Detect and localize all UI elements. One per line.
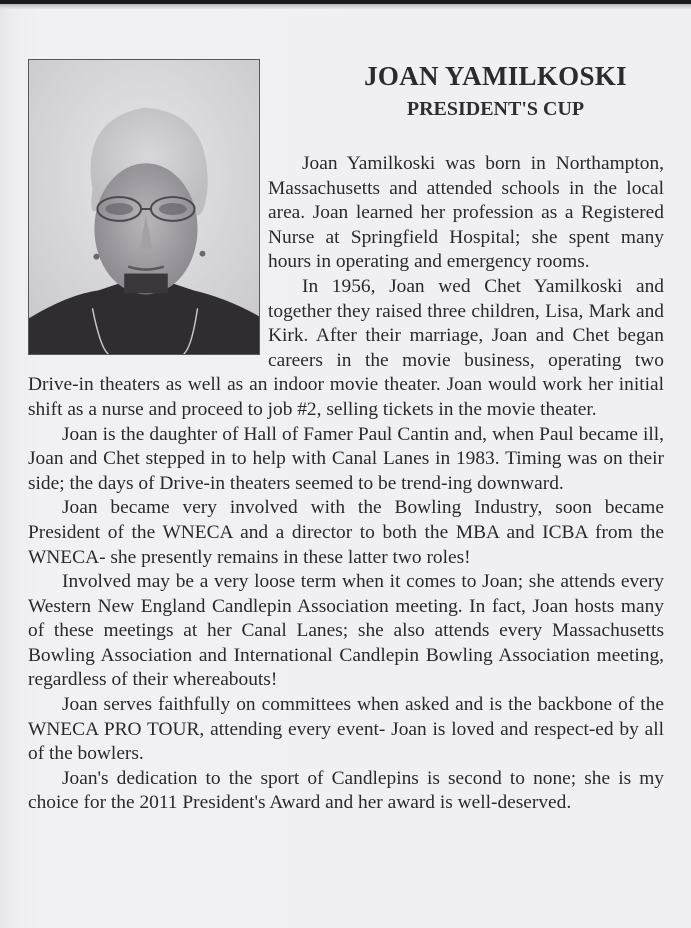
photo-wrap-spacer [28, 152, 268, 372]
award-subtitle: PRESIDENT'S CUP [406, 98, 585, 120]
document-page [0, 4, 691, 928]
paragraph: Joan serves faithfully on committees when asked and is the backbone of the WNECA PRO TOUR, attending every event- Joan is loved and respect-ed by all of the bowlers. [28, 694, 664, 765]
page-title: JOAN YAMILKOSKI [364, 61, 627, 91]
paragraph: In 1956, Joan wed Chet Yamilkoski and together they raised three children, Lisa, Mark and Kirk. After their marriage, Joan and Chet began careers in the movie business, operating two Drive-in theaters as well as an indoor movie theater. Joan would work her initial shift as a nurse and proceed to job #2, selling tickets in the movie theater. [28, 275, 664, 420]
paragraph: Joan became very involved with the Bowling Industry, soon became President of the WNECA and a director to both the MBA and ICBA from the WNECA- she presently remains in these latter two roles! [28, 497, 664, 568]
paragraph: Joan Yamilkoski was born in Northampton, Massachusetts and attended schools in the local area. Joan learned her profession as a Registered Nurse at Springfield Hospital; she spent many hours in operating and emergency rooms. [268, 153, 664, 273]
paragraph: Joan is the daughter of Hall of Famer Paul Cantin and, when Paul became ill, Joan and Chet stepped in to help with Canal Lanes in 1983. Timing was on their side; the days of Drive-in theaters seemed to be trend-ing downward. [28, 423, 664, 494]
paragraph: Joan's dedication to the sport of Candlepins is second to none; she is my choice for the 2011 President's Award and her award is well-deserved. [28, 767, 664, 814]
paragraph: Involved may be a very loose term when it comes to Joan; she attends every Western New England Candlepin Association meeting. In fact, Joan hosts many of these meetings at her Canal Lanes; she also attends every Massachusetts Bowling Association and International Candlepin Bowling Association meeting, regardless of their whereabouts! [28, 571, 664, 691]
page-top-edge [0, 4, 691, 9]
article-body [28, 152, 664, 816]
